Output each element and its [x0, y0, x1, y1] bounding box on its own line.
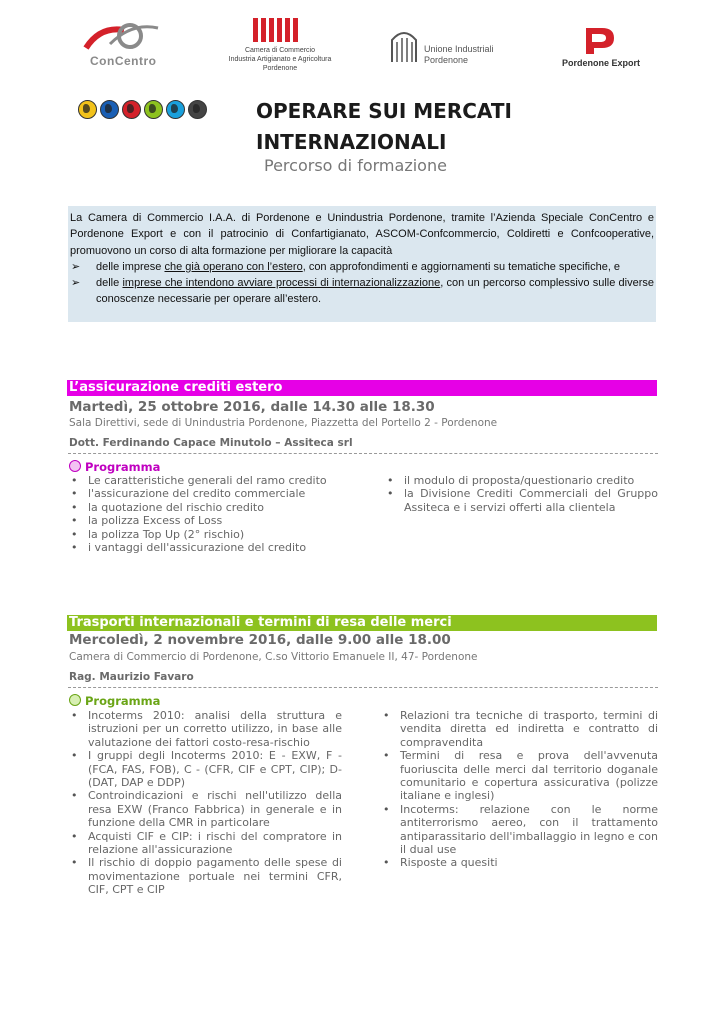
program-list-item: • l'assicurazione del credito commerciale — [68, 487, 348, 500]
intro-bullet1-text-end: , con approfondimenti e aggiornamenti su tematiche specifiche, e — [302, 260, 621, 273]
program-list-item: • I gruppi degli Incoterms 2010: E - EXW, F - (FCA, FAS, FOB), C - (CFR, CIF e CPT, CIP); D- (DAT, DAP e DDP) — [68, 749, 342, 789]
pordenone-export-logo-mark — [556, 26, 646, 56]
globe-icon — [144, 100, 163, 119]
section-date: Mercoledì, 2 novembre 2016, dalle 9.00 alle 18.00 — [69, 632, 451, 648]
intro-paragraph: La Camera di Commercio I.A.A. di Pordenone e Unindustria Pordenone, tramite l’Azienda Speciale ConCentro e Pordenone Export e con il patrocinio di Confartigianato, ASCOM-Confcommercio, Coldiretti e Confcooperative, promuovono un corso di alta formazione per migliorare la capacità — [70, 212, 654, 257]
concentro-logo-mark — [80, 18, 170, 58]
program-list-item: • Incoterms: relazione con le norme antiterrorismo aereo, con il trattamento antiparassitario dell'imballaggio in legno e con il dual use — [380, 803, 658, 857]
unione-logo-mark — [388, 28, 420, 64]
program-list-item: • i vantaggi dell'assicurazione del credito — [68, 541, 348, 554]
program-list-item: • Il rischio di doppio pagamento delle spese di movimentazione portuale nei termini CFR, CIF, CPT e CIP — [68, 856, 342, 896]
pordenone-export-logo-text: Pordenone Export — [561, 58, 640, 68]
globe-icon — [122, 100, 141, 119]
arrow-bullet-icon: ➢ — [71, 260, 81, 273]
section-speaker: Dott. Ferdinando Capace Minutolo – Assiteca srl — [69, 437, 353, 449]
intro-bullet-list — [70, 259, 654, 308]
page-title-line1: OPERARE SUI MERCATI — [256, 99, 512, 123]
concentro-logo — [80, 18, 170, 72]
camera-logo-line3: Pordenone — [262, 65, 298, 72]
unione-logo-line2: Pordenone — [424, 55, 469, 65]
page-subtitle: Percorso di formazione — [264, 156, 447, 175]
program-list-item: • la polizza Top Up (2° rischio) — [68, 528, 348, 541]
program-list-item: • Incoterms 2010: analisi della struttura e istruzioni per un corretto utilizzo, in base alle valutazione dei fattori costo-resa-rischio — [68, 709, 342, 749]
intro-bullet-item — [70, 259, 654, 275]
camera-logo-line2: Industria Artigianato e Agricoltura — [228, 56, 332, 63]
unione-industriali-logo — [388, 28, 508, 72]
program-list-item: • Relazioni tra tecniche di trasporto, termini di vendita diretta ed indiretta e contratto di compravendita — [380, 709, 658, 749]
program-list-item: • Termini di resa e prova dell'avvenuta fuoriuscita delle merci dal territorio doganale comunitario e copertura assicurativa (polizze italiane e inglesi) — [380, 749, 658, 803]
program-list-item: • la Divisione Crediti Commerciali del Gruppo Assiteca e i servizi offerti alla clientela — [384, 487, 658, 514]
intro-bullet2-underlined: imprese che intendono avviare processi di internazionalizzazione — [122, 277, 441, 290]
globe-icon — [166, 100, 185, 119]
program-heading — [69, 694, 160, 708]
section-date: Martedì, 25 ottobre 2016, dalle 14.30 alle 18.30 — [69, 399, 435, 415]
program-list-item: • Acquisti CIF e CIP: i rischi del compratore in relazione all'assicurazione — [68, 830, 342, 857]
camera-logo-mark — [215, 16, 345, 44]
globe-icons-row — [78, 100, 210, 122]
camera-logo-line1: Camera di Commercio — [244, 47, 316, 54]
globe-icon — [78, 100, 97, 119]
section-venue: Camera di Commercio di Pordenone, C.so Vittorio Emanuele II, 47- Pordenone — [69, 651, 478, 663]
program-list-item: • il modulo di proposta/questionario credito — [384, 474, 658, 487]
program-list-left — [68, 709, 342, 897]
pordenone-export-logo — [556, 26, 646, 72]
intro-bullet-item — [70, 275, 654, 308]
intro-bullet2-text-end: , con un percorso complessivo sulle diverse conoscenze necessarie per operare all’estero. — [96, 277, 655, 306]
dashed-divider — [68, 453, 658, 454]
concentro-logo-text: ConCentro — [90, 54, 157, 68]
intro-bullet2-text: delle — [96, 277, 123, 290]
program-list-item: • Le caratteristiche generali del ramo credito — [68, 474, 348, 487]
globe-icon — [188, 100, 207, 119]
section-title-bar: Trasporti internazionali e termini di resa delle merci — [67, 615, 657, 631]
program-heading — [69, 460, 160, 474]
intro-box — [68, 206, 656, 322]
camera-di-commercio-logo — [215, 16, 345, 78]
dashed-divider — [68, 687, 658, 688]
intro-bullet1-text: delle imprese — [96, 260, 165, 273]
globe-icon — [69, 460, 81, 472]
unione-logo-line1: Unione Industriali — [424, 44, 494, 54]
program-list-item: • Risposte a quesiti — [380, 856, 658, 869]
section-speaker: Rag. Maurizio Favaro — [69, 671, 194, 683]
section-title-bar: L’assicurazione crediti estero — [67, 380, 657, 396]
page-title-line2: INTERNAZIONALI — [256, 130, 447, 154]
program-label: Programma — [85, 694, 161, 708]
section-venue: Sala Direttivi, sede di Unindustria Pordenone, Piazzetta del Portello 2 - Pordenone — [69, 417, 498, 429]
program-list-right — [380, 709, 658, 870]
globe-icon — [100, 100, 119, 119]
program-label: Programma — [85, 460, 161, 474]
intro-bullet1-underlined: che già operano con l’estero — [164, 260, 303, 273]
program-list-item: • la polizza Excess of Loss — [68, 514, 348, 527]
arrow-bullet-icon: ➢ — [71, 277, 81, 290]
program-list-right — [384, 474, 658, 514]
program-list-item: • la quotazione del rischio credito — [68, 501, 348, 514]
program-list-item: • Controindicazioni e rischi nell'utilizzo della resa EXW (Franco Fabbrica) in generale e in funzione della CMR in particolare — [68, 789, 342, 829]
globe-icon — [69, 694, 81, 706]
page-title — [256, 96, 576, 158]
program-list-left — [68, 474, 348, 554]
